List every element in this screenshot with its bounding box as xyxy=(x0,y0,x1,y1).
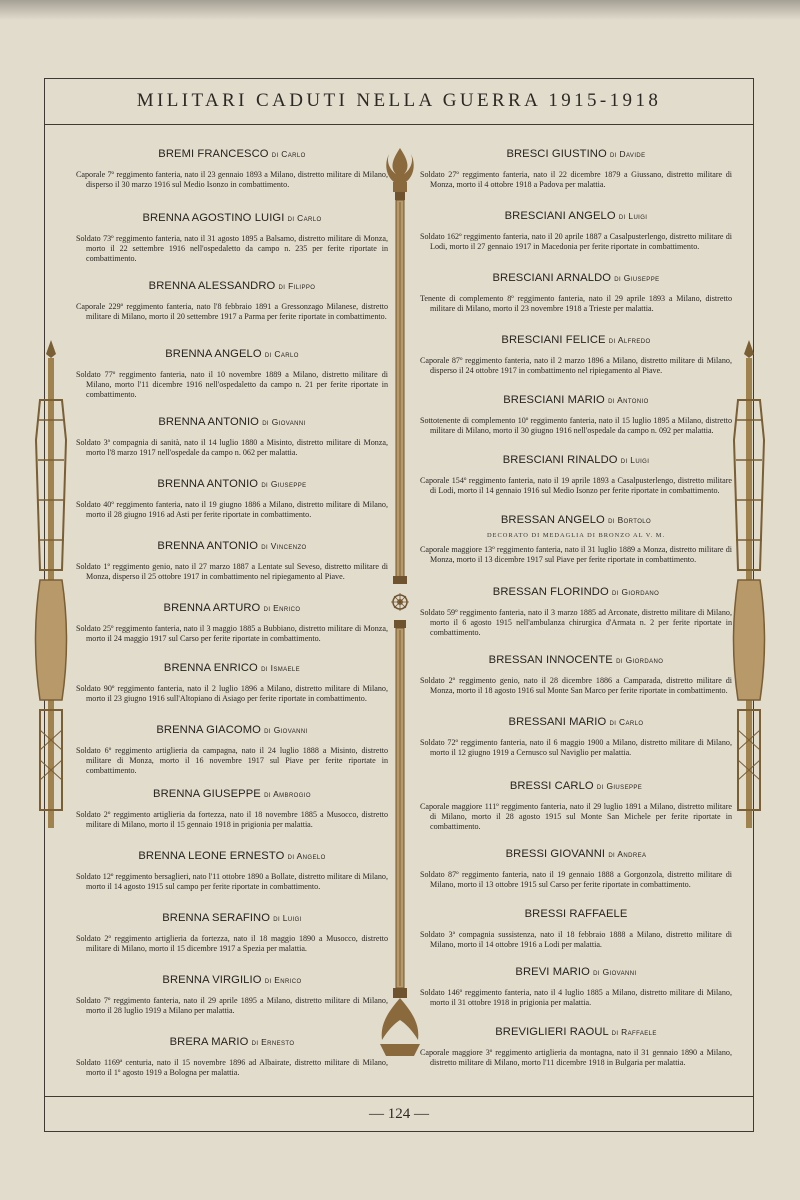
entry-name: BRESSANI MARIO xyxy=(508,716,607,728)
entry-parent: di Filippo xyxy=(278,281,316,291)
header-rule xyxy=(44,124,754,125)
list-item xyxy=(76,912,388,954)
entry-text: Caporale 7º reggimento fanteria, nato il 23 gennaio 1893 a Milano, distretto militare di Milano, disperso il 30 marzo 1916 sul Medio Isonzo in combattimento. xyxy=(76,170,388,189)
entry-parent: di Angelo xyxy=(287,851,326,861)
entry-text: Soldato 1º reggimento genio, nato il 27 marzo 1887 a Lentate sul Seveso, distretto militare di Monza, disperso il 25 ottobre 1917 in combattimento nel ripiegamento al Piave. xyxy=(76,562,388,581)
entry-text: Caporale maggiore 13º reggimento fanteria, nato il 31 luglio 1889 a Monza, distretto militare di Monza, morto il 13 dicembre 1917 sul Piave per ferite riportate in combattimento. xyxy=(420,545,732,564)
list-item xyxy=(76,724,388,776)
list-item xyxy=(420,210,732,252)
entry-name: BRENNA ARTURO xyxy=(163,602,261,614)
entry-parent: di Luigi xyxy=(620,455,650,465)
paper-top-edge xyxy=(0,0,800,20)
entry-name: BRENNA ANTONIO xyxy=(158,416,259,428)
list-item xyxy=(76,1036,388,1078)
list-item xyxy=(76,602,388,644)
entry-text: Soldato 27º reggimento fanteria, nato il 22 dicembre 1879 a Giussano, distretto militare di Monza, morto il 4 ottobre 1918 a Padova per malattia. xyxy=(420,170,732,189)
entry-parent: di Ernesto xyxy=(251,1037,295,1047)
entry-parent: di Giuseppe xyxy=(596,781,643,791)
list-item xyxy=(76,478,388,520)
entry-text: Soldato 73º reggimento fanteria, nato il 31 agosto 1895 a Balsamo, distretto militare di Monza, morto il 22 settembre 1916 nell'ospedaletto da campo n. 235 per ferite riportate in combattimento. xyxy=(76,234,388,263)
page-title: MILITARI CADUTI NELLA GUERRA 1915-1918 xyxy=(136,90,662,111)
list-item xyxy=(76,974,388,1016)
entry-text: Soldato 3ª compagnia sussistenza, nato il 18 febbraio 1888 a Milano, distretto militare di Milano, morto il 14 ottobre 1916 a Lodi per malattia. xyxy=(420,930,732,949)
list-item xyxy=(420,780,732,832)
entry-name: BREMI FRANCESCO xyxy=(158,148,269,160)
list-item xyxy=(420,716,732,758)
entry-parent: di Carlo xyxy=(287,213,322,223)
entry-text: Soldato 146º reggimento fanteria, nato il 4 luglio 1885 a Milano, distretto militare di Milano, morto il 31 ottobre 1918 in prigionia per malattia. xyxy=(420,988,732,1007)
entry-parent: di Giordano xyxy=(611,587,660,597)
entry-name: BRESSI CARLO xyxy=(509,780,594,792)
entry-parent: di Carlo xyxy=(609,717,644,727)
entry-parent: di Andrea xyxy=(608,849,647,859)
entry-name: BRESSAN FLORINDO xyxy=(492,586,609,598)
entry-text: Soldato 3ª compagnia di sanità, nato il 14 luglio 1880 a Misinto, distretto militare di Monza, morto l'8 marzo 1917 nell'ospedale da campo n. 062 per malattia. xyxy=(76,438,388,457)
entry-parent: di Alfredo xyxy=(608,335,651,345)
entry-parent: di Ambrogio xyxy=(264,789,311,799)
entry-text: Soldato 72º reggimento fanteria, nato il 6 maggio 1900 a Milano, distretto militare di Milano, morto il 12 giugno 1919 a Cernusco sul Naviglio per malattia. xyxy=(420,738,732,757)
entry-parent: di Luigi xyxy=(273,913,302,923)
entry-text: Soldato 25º reggimento fanteria, nato il 3 maggio 1885 a Bubbiano, distretto militare di Monza, morto il 24 maggio 1917 sul Carso per ferite riportate in combattimento. xyxy=(76,624,388,643)
entry-text: Caporale 154º reggimento fanteria, nato il 19 aprile 1893 a Casalpusterlengo, distretto militare di Lodi, morto il 14 gennaio 1916 sul Medio Isonzo per ferite riportate in combattimento. xyxy=(420,476,732,495)
entry-name: BRENNA ALESSANDRO xyxy=(148,280,276,292)
entry-name: BRENNA GIACOMO xyxy=(156,724,261,736)
entry-text: Soldato 90º reggimento fanteria, nato il 2 luglio 1896 a Milano, distretto militare di Milano, morto il 23 giugno 1916 sull'Altopiano di Asiago per ferite riportate in combattimento. xyxy=(76,684,388,703)
list-item xyxy=(76,540,388,582)
entry-name: BREVI MARIO xyxy=(515,966,590,978)
entry-parent: di Enrico xyxy=(263,603,301,613)
list-item xyxy=(420,514,732,565)
entry-name: BRESSAN ANGELO xyxy=(500,514,605,526)
list-item xyxy=(420,586,732,638)
entry-name: BRESCIANI ANGELO xyxy=(504,210,616,222)
list-item xyxy=(76,662,388,704)
list-item xyxy=(76,788,388,830)
entry-text: Soldato 40º reggimento fanteria, nato il 19 giugno 1886 a Milano, distretto militare di Milano, morto il 28 giugno 1916 ad Asti per ferite riportate in combattimento. xyxy=(76,500,388,519)
list-item xyxy=(420,848,732,890)
entry-parent: di Giovanni xyxy=(262,417,306,427)
entry-text: Soldato 1169ª centuria, nato il 15 novembre 1896 ad Albairate, distretto militare di Milano, morto il 1º agosto 1919 a Bologna per malattia. xyxy=(76,1058,388,1077)
entry-name: BRESCIANI MARIO xyxy=(503,394,605,406)
entry-text: Tenente di complemento 8º reggimento fanteria, nato il 29 aprile 1893 a Milano, distretto militare di Milano, morto il 23 novembre 1918 a Trieste per malattia. xyxy=(420,294,732,313)
entry-parent: di Vincenzo xyxy=(261,541,307,551)
entry-parent: di Carlo xyxy=(271,149,306,159)
entry-text: Soldato 2º reggimento artiglieria da fortezza, nato il 18 maggio 1890 a Musocco, distretto militare di Milano, morto il 15 dicembre 1917 a Spezia per malattia. xyxy=(76,934,388,953)
list-item xyxy=(420,394,732,436)
list-item xyxy=(76,148,388,190)
entry-text: Soldato 2º reggimento genio, nato il 28 dicembre 1886 a Camparada, distretto militare di Monza, morto il 18 agosto 1916 sul Monte San Marco per ferite riportate in combattimento. xyxy=(420,676,732,695)
entry-parent: di Raffaele xyxy=(611,1027,657,1037)
entry-parent: di Ismaele xyxy=(261,663,301,673)
entry-text: Soldato 7º reggimento fanteria, nato il 29 aprile 1895 a Milano, distretto militare di Milano, morto il 28 luglio 1919 a Milano per malattia. xyxy=(76,996,388,1015)
list-item xyxy=(420,966,732,1008)
list-item xyxy=(76,212,388,264)
entry-parent: di Davide xyxy=(610,149,646,159)
entry-name: BRENNA LEONE ERNESTO xyxy=(138,850,285,862)
entry-name: BRENNA ANTONIO xyxy=(157,540,259,552)
entry-text: Sottotenente di complemento 10º reggimento fanteria, nato il 15 luglio 1895 a Milano, distretto militare di Milano, morto il 30 giugno 1916 nell'ospedale da campo n. 092 per malattia. xyxy=(420,416,732,435)
page-number: — 124 — xyxy=(369,1106,429,1122)
entry-name: BRESCIANI RINALDO xyxy=(502,454,618,466)
entry-parent: di Luigi xyxy=(618,211,648,221)
entry-text: Caporale maggiore 111º reggimento fanteria, nato il 29 luglio 1891 a Milano, distretto militare di Milano, morto il 28 agosto 1915 sul Monte San Michele per ferite riportate in combattimento. xyxy=(420,802,732,831)
entry-name: BRESCIANI ARNALDO xyxy=(492,272,612,284)
list-item xyxy=(76,348,388,400)
entry-parent: di Giovanni xyxy=(264,725,308,735)
entry-text: Soldato 87º reggimento fanteria, nato il 19 gennaio 1888 a Gorgonzola, distretto militare di Milano, morto il 13 ottobre 1915 sul Carso per ferite riportate in combattimento. xyxy=(420,870,732,889)
entry-name: BRENNA GIUSEPPE xyxy=(153,788,261,800)
entry-name: BRENNA ENRICO xyxy=(163,662,258,674)
entry-parent: di Bortolo xyxy=(608,515,652,525)
entry-name: BRENNA ANGELO xyxy=(165,348,262,360)
entry-text: Caporale 87º reggimento fanteria, nato il 2 marzo 1896 a Milano, distretto militare di Milano, disperso il 24 ottobre 1917 in combattimento nel ripiegamento al Piave. xyxy=(420,356,732,375)
list-item xyxy=(420,454,732,496)
entry-text: Soldato 2º reggimento artiglieria da fortezza, nato il 18 novembre 1885 a Musocco, distretto militare di Milano, morto il 15 gennaio 1918 in prigionia per malattia. xyxy=(76,810,388,829)
entry-text: Soldato 77º reggimento fanteria, nato il 10 novembre 1889 a Milano, distretto militare di Milano, morto l'11 dicembre 1916 nell'ospedaletto da campo n. 21 per ferite riportate in combattimento. xyxy=(76,370,388,399)
list-item xyxy=(420,334,732,376)
entry-parent: di Giuseppe xyxy=(261,479,307,489)
list-item xyxy=(420,908,732,950)
entry-text: Caporale maggiore 3º reggimento artiglieria da montagna, nato il 31 gennaio 1890 a Milano, distretto militare di Milano, morto l'11 dicembre 1918 in Bulgaria per malattia. xyxy=(420,1048,732,1067)
entry-name: BRENNA SERAFINO xyxy=(162,912,271,924)
entry-text: Soldato 6º reggimento artiglieria da campagna, nato il 24 luglio 1888 a Misinto, distretto militare di Monza, morto il 16 novembre 1917 sul Piave per ferite riportate in combattimento. xyxy=(76,746,388,775)
entry-decoration: DECORATO DI MEDAGLIA DI BRONZO AL V. M. xyxy=(486,532,666,539)
entry-text: Caporale 229º reggimento fanteria, nato l'8 febbraio 1891 a Gressonzago Milanese, distretto militare di Milano, morto il 20 settembre 1917 a Parma per ferite riportate in combattimento. xyxy=(76,302,388,321)
list-item xyxy=(76,280,388,322)
entry-parent: di Carlo xyxy=(264,349,299,359)
entry-name: BRERA MARIO xyxy=(169,1036,249,1048)
entry-name: BRESSI RAFFAELE xyxy=(524,908,628,920)
entry-name: BRESCIANI FELICE xyxy=(501,334,606,346)
entry-name: BRENNA ANTONIO xyxy=(157,478,259,490)
list-item xyxy=(76,850,388,892)
entry-name: BRENNA AGOSTINO LUIGI xyxy=(142,212,285,224)
fasces-ornament-left xyxy=(34,340,68,840)
entry-parent: di Giuseppe xyxy=(614,273,660,283)
list-item xyxy=(76,416,388,458)
list-item xyxy=(420,148,732,190)
entry-parent: di Giovanni xyxy=(593,967,637,977)
footer-rule xyxy=(44,1096,754,1097)
entry-parent: di Enrico xyxy=(264,975,302,985)
entry-name: BRESCI GIUSTINO xyxy=(506,148,607,160)
list-item xyxy=(420,654,732,696)
fasces-ornament-right xyxy=(732,340,766,840)
entry-name: BRENNA VIRGILIO xyxy=(162,974,262,986)
list-item xyxy=(420,272,732,314)
entry-parent: di Antonio xyxy=(608,395,649,405)
entry-text: Soldato 162º reggimento fanteria, nato il 20 aprile 1887 a Casalpusterlengo, distretto militare di Lodi, morto il 27 gennaio 1917 in Macedonia per ferite riportate in combattimento. xyxy=(420,232,732,251)
entry-name: BRESSAN INNOCENTE xyxy=(488,654,613,666)
entry-name: BRESSI GIOVANNI xyxy=(505,848,606,860)
entry-name: BREVIGLIERI RAOUL xyxy=(495,1026,609,1038)
entry-text: Soldato 59º reggimento fanteria, nato il 3 marzo 1885 ad Arconate, distretto militare di Milano, morto il 6 agosto 1915 nell'ambulanza chirurgica d'Armata n. 2 per ferite riportate in combattimento. xyxy=(420,608,732,637)
rosette-ornament xyxy=(390,592,410,612)
entry-parent: di Giordano xyxy=(616,655,664,665)
entry-text: Soldato 12º reggimento bersaglieri, nato l'11 ottobre 1890 a Bollate, distretto militare di Milano, morto il 14 agosto 1915 sul campo per ferite riportate in combattimento. xyxy=(76,872,388,891)
list-item xyxy=(420,1026,732,1068)
